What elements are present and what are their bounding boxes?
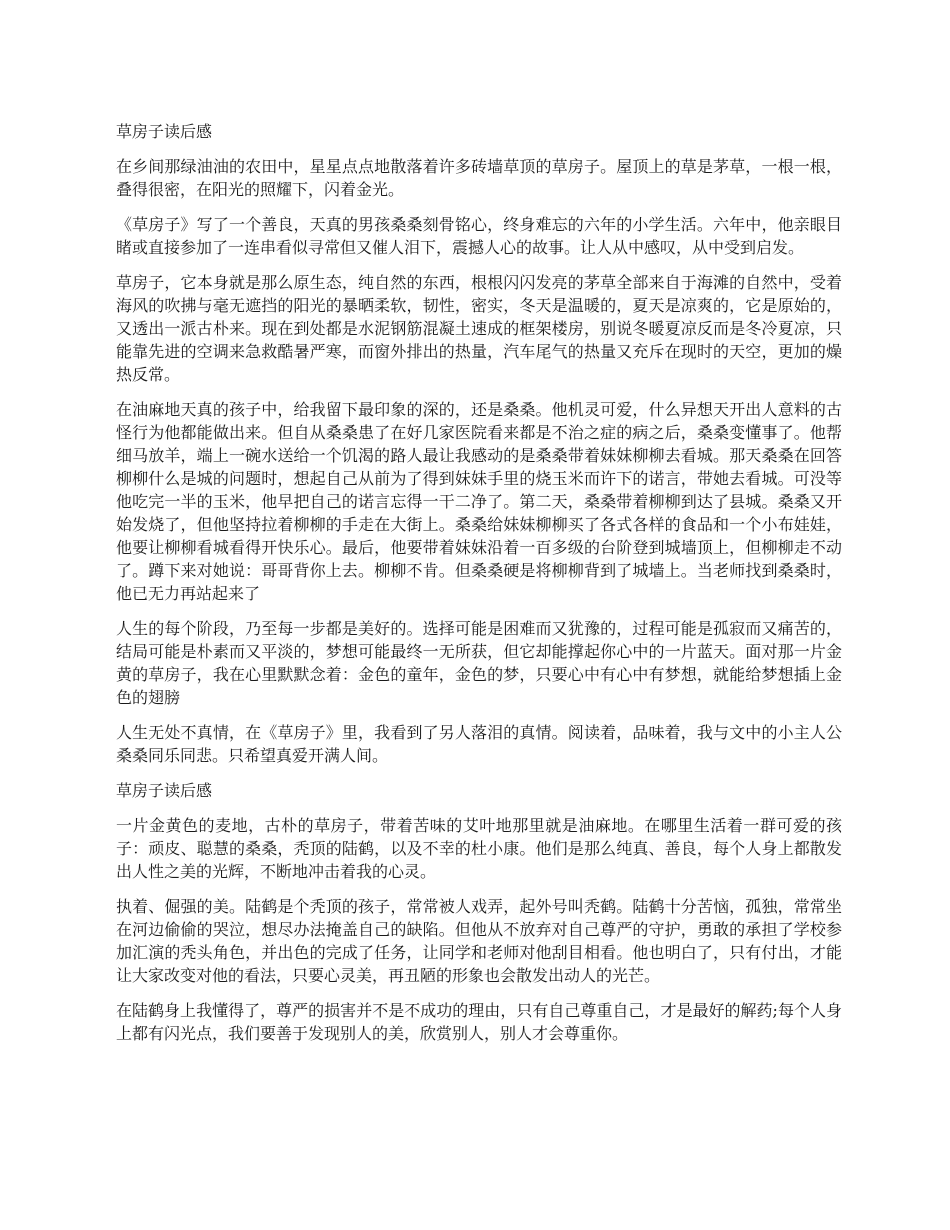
section-title: 草房子读后感 (116, 781, 213, 800)
paragraph: 在乡间那绿油油的农田中，星星点点地散落着许多砖墙草顶的草房子。屋顶上的草是茅草，一根一根，叠得很密，在阳光的照耀下，闪着金光。 (116, 157, 842, 199)
paragraph: 在油麻地天真的孩子中，给我留下最印象的深的，还是桑桑。他机灵可爱，什么异想天开出人意料的古怪行为他都能做出来。但自从桑桑患了在好几家医院看来都是不治之症的病之后，桑桑变懂事了。他帮细马放羊，端上一碗水送给一个饥渴的路人最让我感动的是桑桑带着妹妹柳柳去看城。那天桑桑在回答柳柳什么是城的问题时，想起自己从前为了得到妹妹手里的烧玉米而许下的诺言，带她去看城。可没等他吃完一半的玉米，他早把自己的诺言忘得一干二净了。第二天，桑桑带着柳柳到达了县城。桑桑又开始发烧了，但他坚持拉着柳柳的手走在大街上。桑桑给妹妹柳柳买了各式各样的食品和一个小布娃娃，他要让柳柳看城看得开快乐心。最后，他要带着妹妹沿着一百多级的台阶登到城墙顶上，但柳柳走不动了。蹲下来对她说：哥哥背你上去。柳柳不肯。但桑桑硬是将柳柳背到了城墙上。当老师找到桑桑时，他已无力再站起来了 (116, 400, 842, 603)
paragraph: 在陆鹤身上我懂得了，尊严的损害并不是不成功的理由，只有自己尊重自己，才是最好的解药;每个人身上都有闪光点，我们要善于发现别人的美，欣赏别人，别人才会尊重你。 (116, 1001, 842, 1043)
paragraph: 一片金黄色的麦地，古朴的草房子，带着苦味的艾叶地那里就是油麻地。在哪里生活着一群可爱的孩子：顽皮、聪慧的桑桑，秃顶的陆鹤，以及不幸的杜小康。他们是那么纯真、善良，每个人身上都散发出人性之美的光辉，不断地冲击着我的心灵。 (116, 816, 842, 881)
document-page (116, 120, 842, 1057)
paragraph: 《草房子》写了一个善良，天真的男孩桑桑刻骨铭心，终身难忘的六年的小学生活。六年中，他亲眼目睹或直接参加了一连串看似寻常但又催人泪下，震撼人心的故事。让人从中感叹，从中受到启发。 (116, 215, 842, 257)
paragraph: 人生无处不真情，在《草房子》里，我看到了另人落泪的真情。阅读着，品味着，我与文中的小主人公桑桑同乐同悲。只希望真爱开满人间。 (116, 723, 842, 765)
paragraph: 人生的每个阶段，乃至每一步都是美好的。选择可能是困难而又犹豫的，过程可能是孤寂而又痛苦的，结局可能是朴素而又平淡的，梦想可能最终一无所获，但它却能撑起你心中的一片蓝天。面对那一片金黄的草房子，我在心里默默念着：金色的童年，金色的梦，只要心中有心中有梦想，就能给梦想插上金色的翅膀 (116, 619, 842, 707)
paragraph: 草房子，它本身就是那么原生态，纯自然的东西，根根闪闪发亮的茅草全部来自于海滩的自然中，受着海风的吹拂与毫无遮挡的阳光的暴晒柔软，韧性，密实，冬天是温暖的，夏天是凉爽的，它是原始的，又透出一派古朴来。现在到处都是水泥钢筋混凝土速成的框架楼房，别说冬暖夏凉反而是冬冷夏凉，只能靠先进的空调来急救酷暑严寒，而窗外排出的热量，汽车尾气的热量又充斥在现时的天空，更加的燥热反常。 (116, 273, 842, 384)
paragraph: 执着、倔强的美。陆鹤是个秃顶的孩子，常常被人戏弄，起外号叫秃鹤。陆鹤十分苦恼，孤独，常常坐在河边偷偷的哭泣，想尽办法掩盖自己的缺陷。但他从不放弃对自己尊严的守护，勇敢的承担了学校参加汇演的秃头角色，并出色的完成了任务，让同学和老师对他刮目相看。他也明白了，只有付出，才能让大家改变对他的看法，只要心灵美，再丑陋的形象也会散发出动人的光芒。 (116, 897, 842, 985)
section-title: 草房子读后感 (116, 122, 213, 141)
